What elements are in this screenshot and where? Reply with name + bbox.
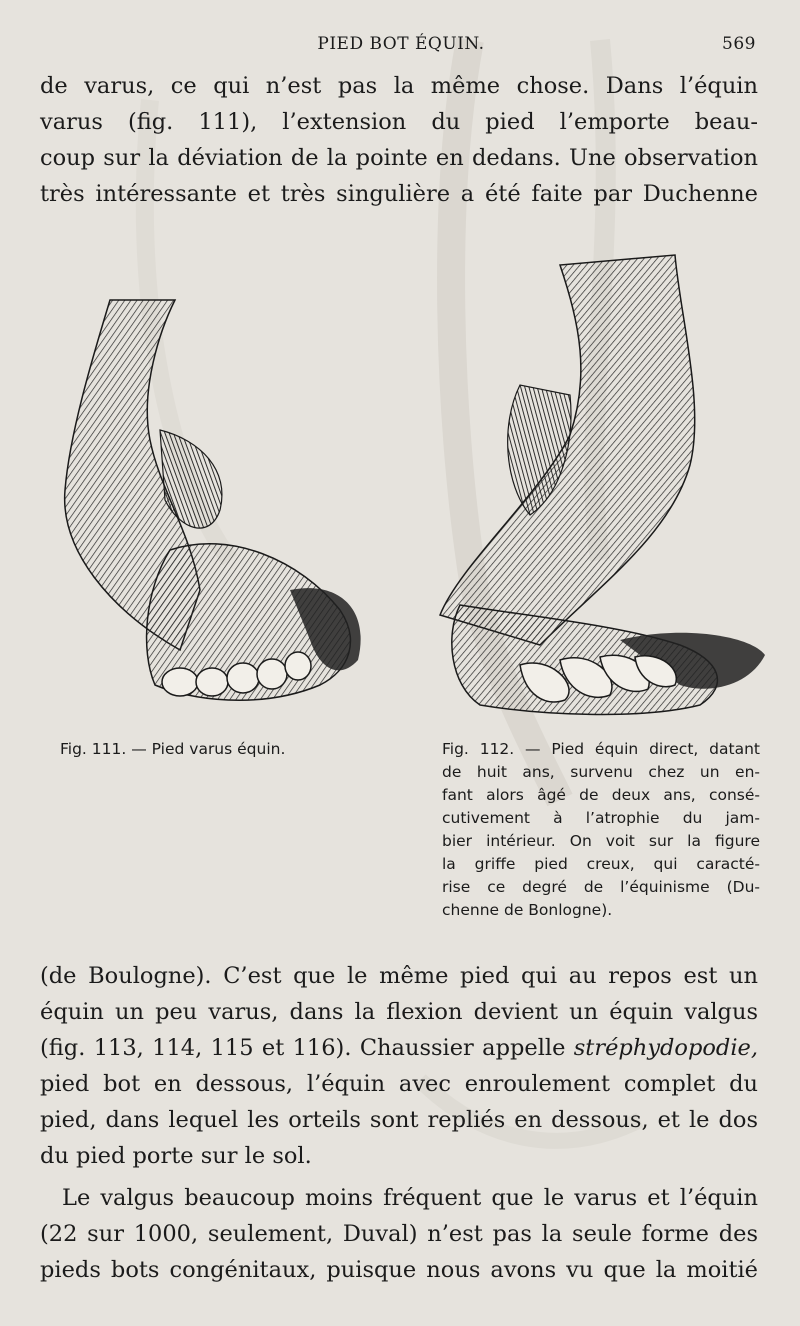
figure-112-caption bbox=[442, 738, 760, 922]
text-line: varus (fig. 111), l’extension du pied l’emporte beau- bbox=[40, 109, 758, 135]
text-line: pieds bots congénitaux, puisque nous avons vu que la moitié bbox=[40, 1257, 758, 1283]
paragraph-3 bbox=[40, 1180, 758, 1288]
running-header bbox=[40, 30, 762, 60]
caption-line: cutivement à l’atrophie du jam- bbox=[442, 809, 760, 827]
italic-term: stréphydopodie, bbox=[573, 1035, 758, 1061]
caption-line: Fig. 112. — Pied équin direct, datant bbox=[442, 740, 760, 758]
page-number: 569 bbox=[722, 34, 756, 54]
text-line: coup sur la déviation de la pointe en dedans. Une observation bbox=[40, 145, 758, 171]
text-line: Le valgus beaucoup moins fréquent que le varus et l’équin bbox=[62, 1185, 758, 1211]
text-line: du pied porte sur le sol. bbox=[40, 1143, 312, 1169]
figure-111-illustration bbox=[40, 290, 380, 720]
text-line: pied, dans lequel les orteils sont repliés en dessous, et le dos bbox=[40, 1107, 758, 1133]
text-line: de varus, ce qui n’est pas la même chose. Dans l’équin bbox=[40, 73, 758, 99]
caption-line: de huit ans, survenu chez un en- bbox=[442, 763, 760, 781]
text-line: pied bot en dessous, l’équin avec enroulement complet du bbox=[40, 1071, 758, 1097]
figure-111-caption bbox=[60, 738, 350, 761]
text-line bbox=[40, 1030, 758, 1066]
text-line: équin un peu varus, dans la flexion devient un équin valgus bbox=[40, 999, 758, 1025]
text-run: (fig. 113, 114, 115 et 116). Chaussier appelle bbox=[40, 1035, 574, 1061]
text-line: (22 sur 1000, seulement, Duval) n’est pas la seule forme des bbox=[40, 1221, 758, 1247]
caption-line: bier intérieur. On voit sur la figure bbox=[442, 832, 760, 850]
paragraph-2 bbox=[40, 958, 758, 1174]
caption-line: rise ce degré de l’équinisme (Du- bbox=[442, 878, 760, 896]
text-line: très intéressante et très singulière a été faite par Duchenne bbox=[40, 181, 758, 207]
running-title: PIED BOT ÉQUIN. bbox=[317, 34, 485, 54]
caption-line: la griffe pied creux, qui caracté- bbox=[442, 855, 760, 873]
caption-line: fant alors âgé de deux ans, consé- bbox=[442, 786, 760, 804]
paragraph-1 bbox=[40, 68, 758, 212]
figure-112-illustration bbox=[420, 245, 780, 725]
caption-line: chenne de Bonlogne). bbox=[442, 901, 613, 919]
caption-line: Fig. 111. — Pied varus équin. bbox=[60, 740, 286, 758]
text-line: (de Boulogne). C’est que le même pied qui au repos est un bbox=[40, 963, 758, 989]
